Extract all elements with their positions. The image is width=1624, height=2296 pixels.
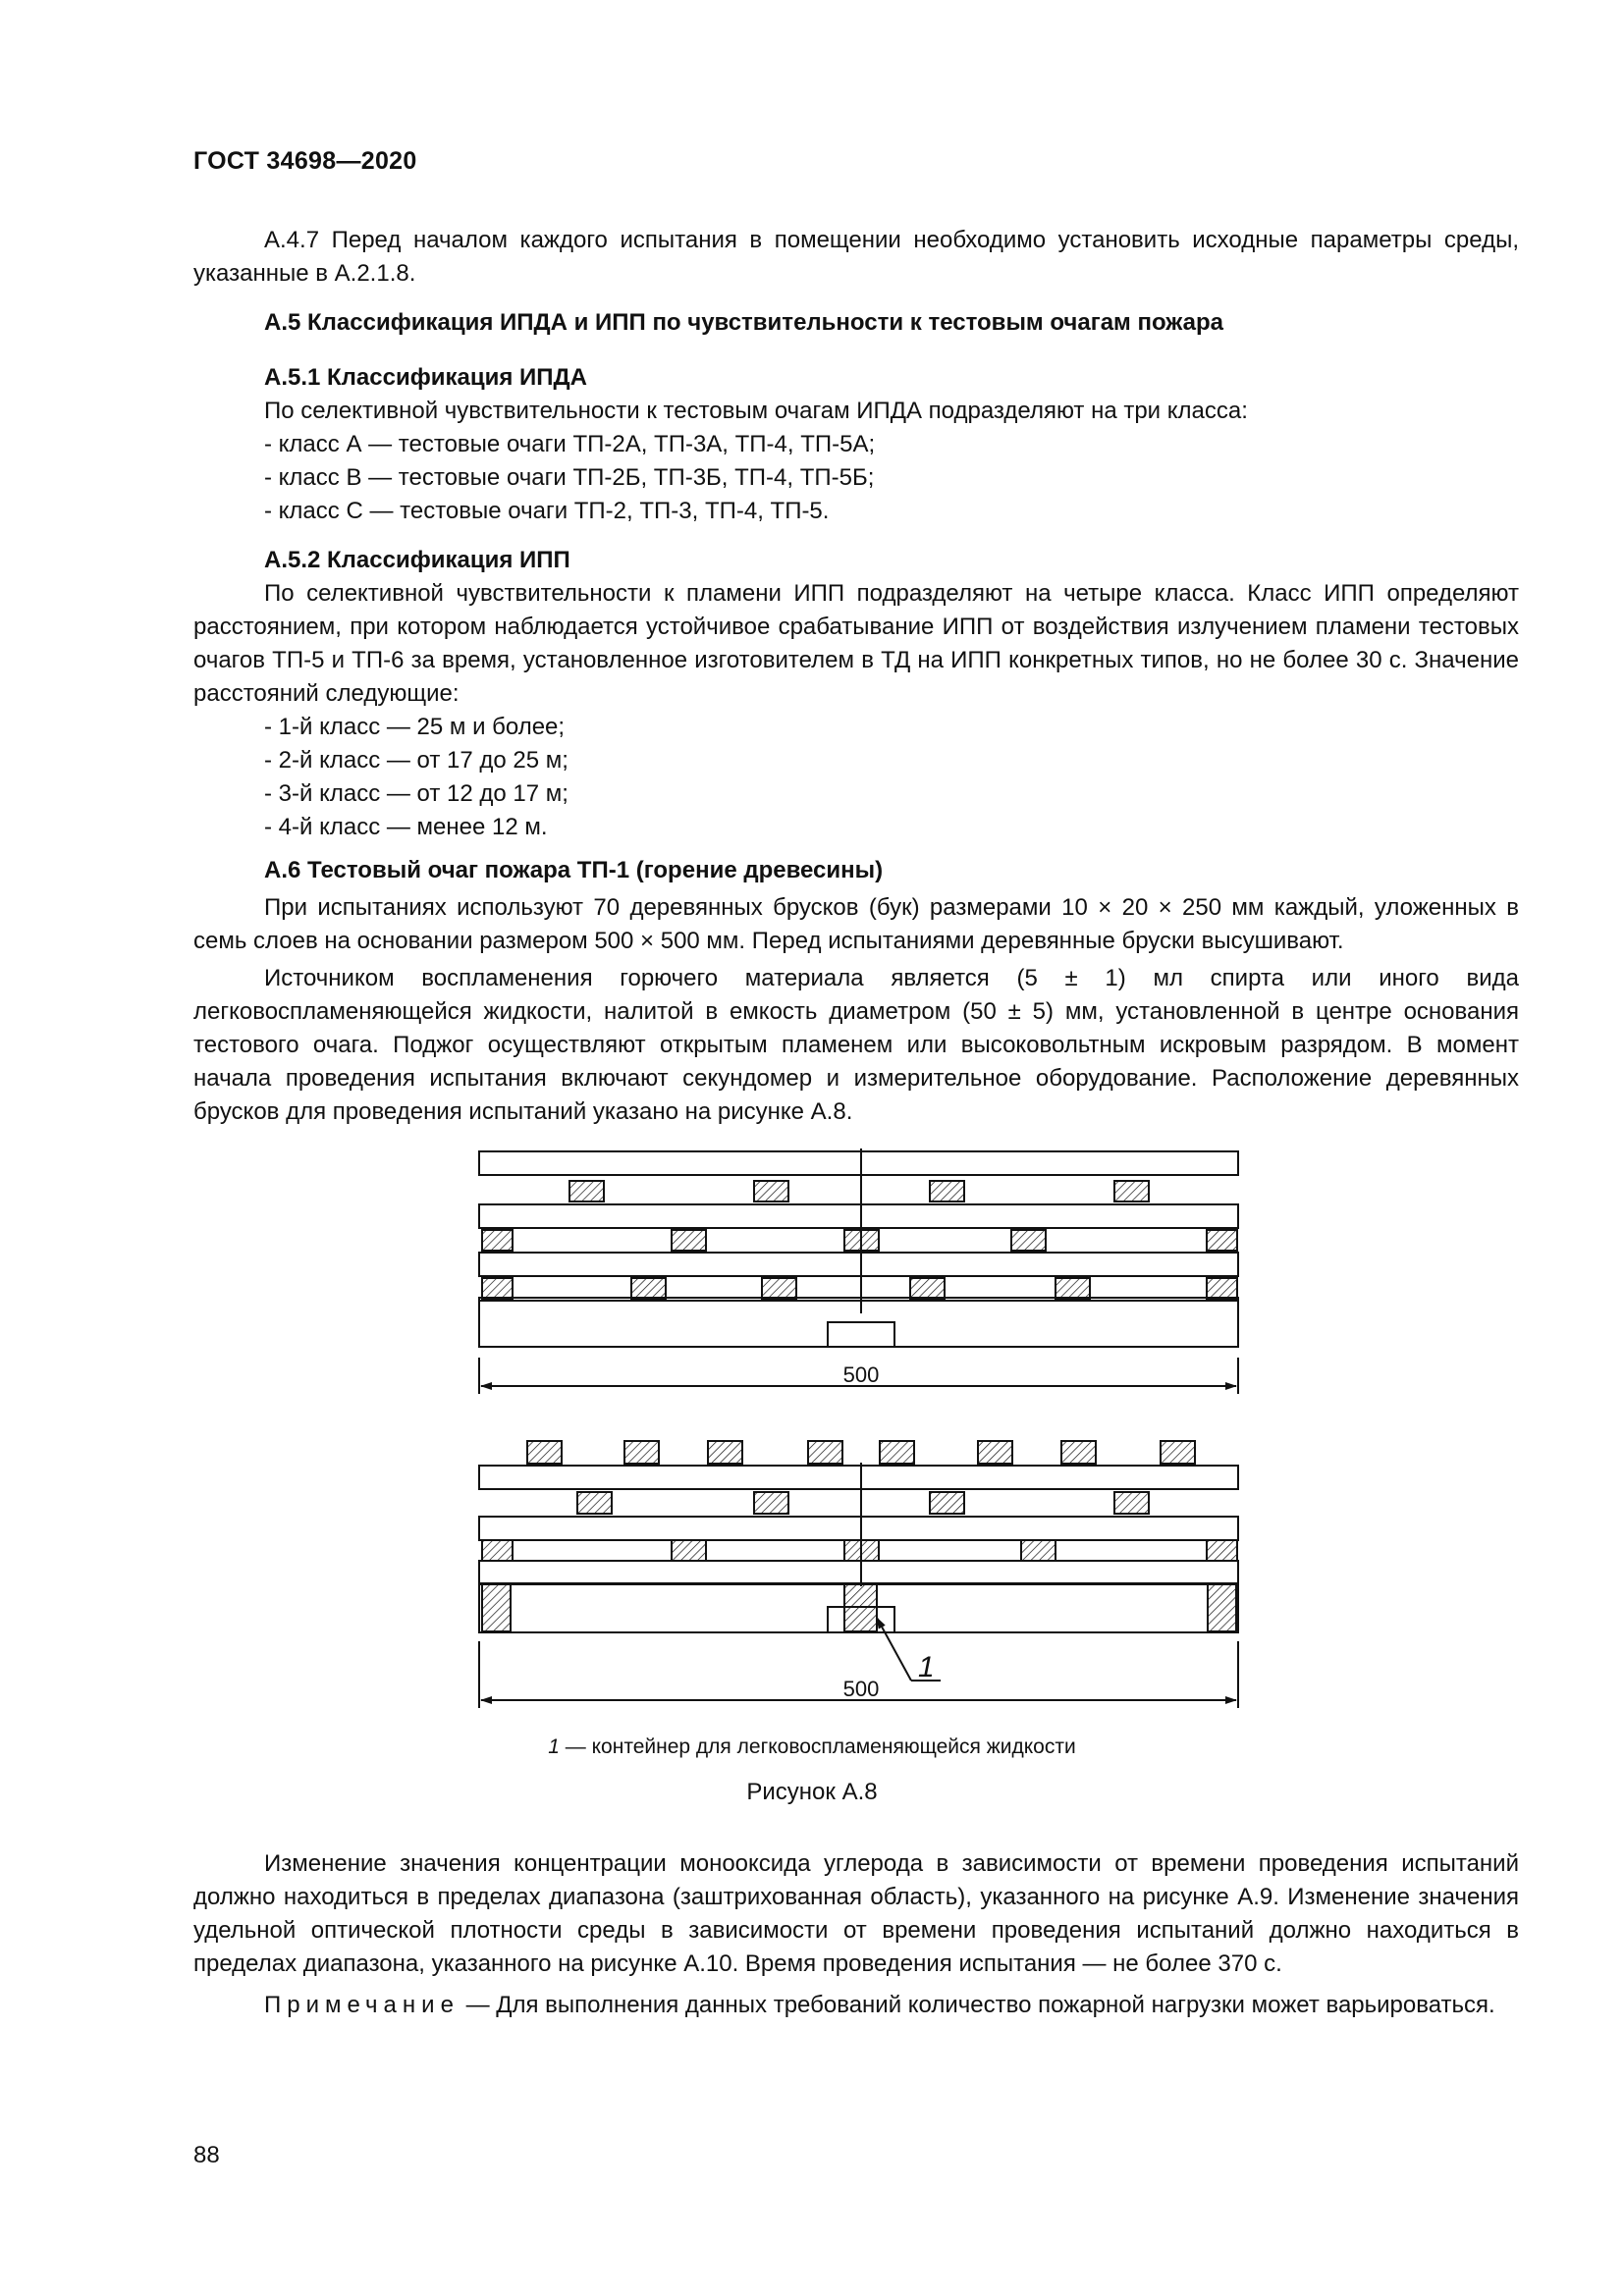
legend-number: 1 — [548, 1735, 560, 1758]
callout-number: 1 — [918, 1651, 935, 1683]
page-number: 88 — [193, 2142, 220, 2168]
legend-text: — контейнер для легковоспламеняющейся жидкости — [559, 1735, 1076, 1758]
heading-a52: А.5.2 Классификация ИПП — [264, 547, 570, 573]
section-after-figure — [193, 1847, 1519, 2022]
note-text: — Для выполнения данных требований количество пожарной нагрузки может варьироваться. — [459, 1992, 1495, 2018]
list-item: - 4-й класс — менее 12 м. — [264, 814, 548, 840]
list-item: - 1-й класс — 25 м и более; — [264, 714, 566, 740]
dimension-label-bottom: 500 — [842, 1677, 880, 1701]
section-a6 — [193, 854, 1519, 1129]
figure-a8 — [0, 1139, 1624, 1728]
figure-top-view — [479, 1148, 1238, 1394]
paragraph-after-figure: Изменение значения концентрации монооксида углерода в зависимости от времени проведения испытаний должно находиться в пределах диапазона (заштрихованная область), указанного на рисунке А.9. Изменение значения удельной оптической плотности среды в зависимости от времени проведения испытаний должно находиться в пределах диапазона, указанного на рисунке А.10. Время проведения испытания — не более 370 с. — [193, 1850, 1519, 1977]
heading-a51: А.5.1 Классификация ИПДА — [264, 364, 587, 391]
paragraph-a6-2: Источником воспламенения горючего материала является (5 ± 1) мл спирта или иного вида легковоспламеняющейся жидкости, налитой в емкость диаметром (50 ± 5) мм, установленной в центре основания тестового очага. Поджог осуществляют открытым пламенем или высоковольтным искровым разрядом. В момент начала проведения испытания включают секундомер и измерительное оборудование. Расположение деревянных брусков для проведения испытаний указано на рисунке А.8. — [193, 965, 1519, 1125]
figure-side-view — [479, 1441, 1238, 1708]
heading-a5: А.5 Классификация ИПДА и ИПП по чувствительности к тестовым очагам пожара — [264, 309, 1223, 336]
list-item: - класс С — тестовые очаги ТП-2, ТП-3, ТП-4, ТП-5. — [264, 498, 830, 524]
section-a51 — [193, 361, 1519, 528]
paragraph-a52: По селективной чувствительности к пламени ИПП подразделяют на четыре класса. Класс ИПП определяют расстоянием, при котором наблюдается устойчивое срабатывание ИПП от воздействия излучением пламени тестовых очагов ТП-5 и ТП-6 за время, установленное изготовителем в ТД на ИПП конкретных типов, но не более 30 с. Значение расстояний следующие: — [193, 580, 1519, 707]
paragraph-a6-1: При испытаниях используют 70 деревянных брусков (бук) размерами 10 × 20 × 250 мм каждый, уложенных в семь слоев на основании размером 500 × 500 мм. Перед испытаниями деревянные бруски высушивают. — [193, 894, 1519, 954]
dimension-label-top: 500 — [842, 1362, 880, 1387]
section-a47 — [193, 224, 1519, 291]
section-a5 — [193, 306, 1519, 340]
section-a52 — [193, 544, 1519, 844]
document-header: ГОСТ 34698—2020 — [193, 147, 417, 175]
list-item: - 2-й класс — от 17 до 25 м; — [264, 747, 568, 774]
heading-a6: А.6 Тестовый очаг пожара ТП-1 (горение древесины) — [264, 857, 884, 883]
figure-legend — [0, 1735, 1624, 1759]
figure-caption: Рисунок А.8 — [746, 1779, 878, 1805]
list-item: - класс В — тестовые очаги ТП-2Б, ТП-3Б, ТП-4, ТП-5Б; — [264, 464, 875, 491]
note-label: Примечание — [264, 1992, 460, 2018]
list-item: - 3-й класс — от 12 до 17 м; — [264, 780, 568, 807]
paragraph-a47: А.4.7 Перед началом каждого испытания в помещении необходимо установить исходные параметры среды, указанные в А.2.1.8. — [193, 227, 1519, 287]
list-item: - класс А — тестовые очаги ТП-2А, ТП-3А, ТП-4, ТП-5А; — [264, 431, 876, 457]
paragraph-a51-intro: По селективной чувствительности к тестовым очагам ИПДА подразделяют на три класса: — [264, 398, 1248, 424]
note — [193, 1989, 1519, 2022]
